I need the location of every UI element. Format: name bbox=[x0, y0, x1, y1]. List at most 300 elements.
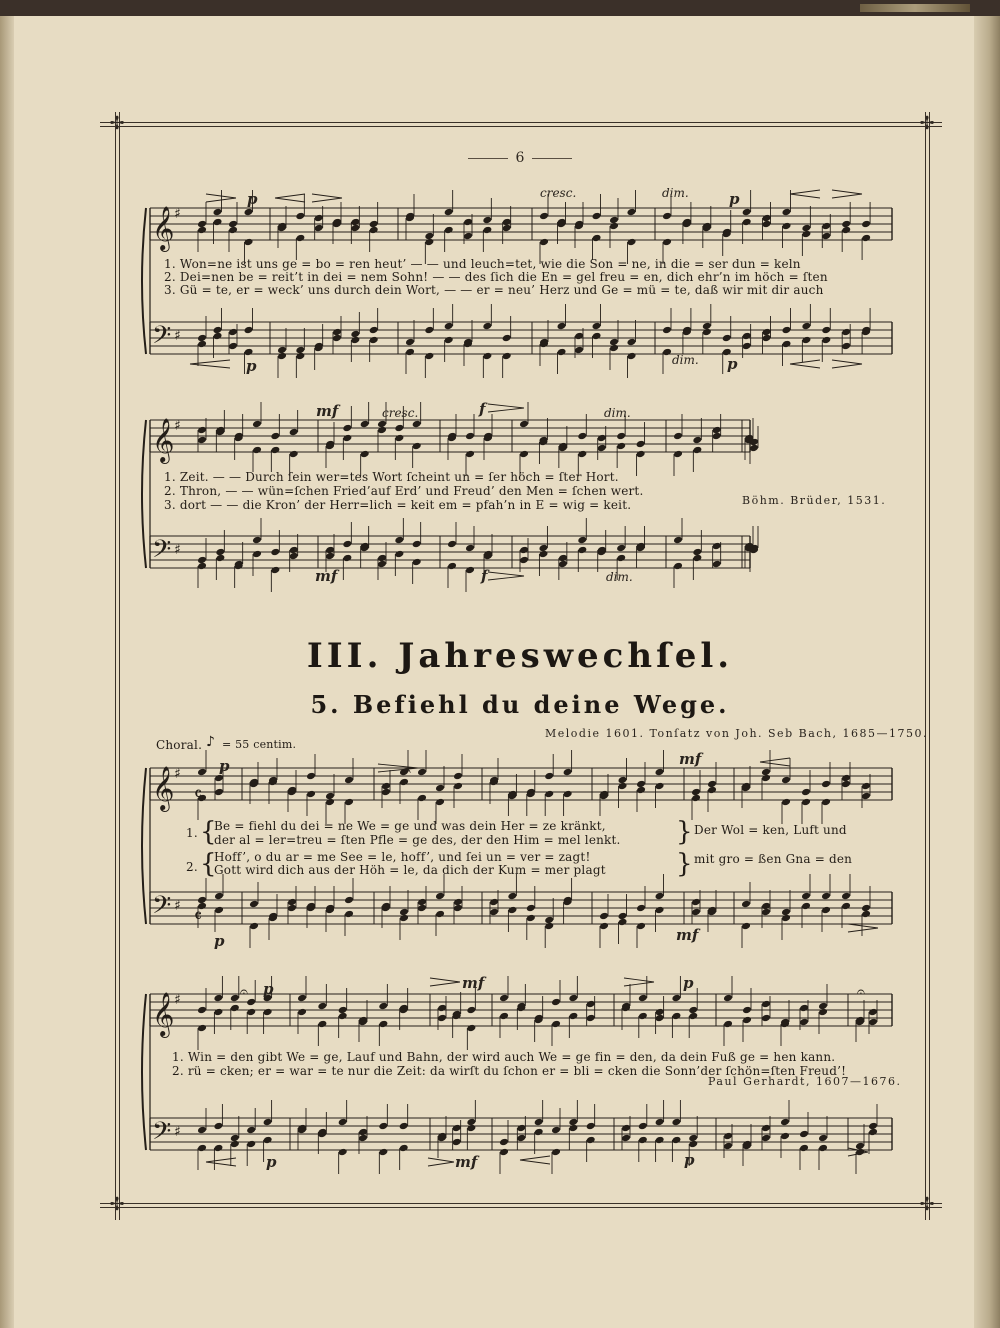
note-head bbox=[463, 218, 473, 227]
note-head bbox=[249, 922, 259, 931]
note-head bbox=[868, 1018, 878, 1027]
note-head bbox=[688, 1140, 698, 1149]
note-head bbox=[868, 1008, 878, 1017]
sharp-icon: ♯ bbox=[174, 1124, 181, 1140]
decrescendo-hairpin bbox=[488, 404, 524, 412]
note-head bbox=[435, 798, 445, 807]
sharp-icon: ♯ bbox=[174, 542, 181, 558]
note-head bbox=[551, 1020, 561, 1029]
note-head bbox=[673, 536, 683, 545]
note-head bbox=[577, 432, 587, 441]
note-head bbox=[342, 434, 352, 443]
dynamic-p: p bbox=[219, 757, 230, 775]
common-time-icon: 𝄴 bbox=[194, 784, 203, 805]
note-head bbox=[618, 782, 628, 791]
note-head bbox=[557, 322, 567, 331]
note-head bbox=[821, 892, 831, 901]
note-head bbox=[482, 226, 492, 235]
note-head bbox=[213, 208, 223, 217]
note-head bbox=[230, 1140, 240, 1149]
note-head bbox=[821, 798, 831, 807]
note-head bbox=[453, 898, 463, 907]
note-head bbox=[317, 1020, 327, 1029]
crescendo-hairpin bbox=[790, 190, 820, 198]
note-head bbox=[592, 212, 602, 221]
note-head bbox=[342, 540, 352, 549]
note-head bbox=[577, 450, 587, 459]
corner-ornament-icon: ✢ bbox=[919, 1194, 935, 1215]
dynamic-p: p bbox=[263, 980, 274, 998]
note-head bbox=[230, 994, 240, 1003]
note-head bbox=[586, 1136, 596, 1145]
decrescendo-hairpin bbox=[312, 194, 342, 202]
note-head bbox=[289, 428, 299, 437]
note-head bbox=[197, 1126, 207, 1135]
note-head bbox=[597, 434, 607, 443]
decrescendo-hairpin bbox=[488, 572, 524, 580]
note-head bbox=[692, 436, 702, 445]
note-head bbox=[673, 562, 683, 571]
note-head bbox=[655, 1136, 665, 1145]
section-title: III. Jahreswechſel. bbox=[306, 636, 734, 676]
note-head bbox=[344, 776, 354, 785]
note-head bbox=[655, 906, 665, 915]
note-head bbox=[671, 1136, 681, 1145]
note-head bbox=[447, 540, 457, 549]
treble-clef-icon: 𝄞 bbox=[152, 206, 175, 250]
note-head bbox=[741, 922, 751, 931]
note-head bbox=[444, 226, 454, 235]
note-head bbox=[502, 218, 512, 227]
note-head bbox=[801, 322, 811, 331]
note-head bbox=[662, 348, 672, 357]
page-number-text: 6 bbox=[515, 150, 525, 166]
note-head bbox=[213, 1144, 223, 1153]
note-head bbox=[325, 546, 335, 555]
note-head bbox=[568, 1012, 578, 1021]
note-head bbox=[592, 322, 602, 331]
note-head bbox=[568, 1124, 578, 1133]
note-head bbox=[801, 902, 811, 911]
note-head bbox=[801, 788, 811, 797]
note-head bbox=[761, 774, 771, 783]
note-head bbox=[197, 1144, 207, 1153]
crescendo-hairpin bbox=[790, 360, 820, 368]
dynamic-p: p bbox=[266, 1153, 277, 1171]
note-head bbox=[338, 1012, 348, 1021]
melody-credit: Melodie 1601. Tonſatz von Joh. Seb Bach, 1685—1750. bbox=[545, 727, 928, 740]
note-head bbox=[780, 1132, 790, 1141]
tempo-value: = 55 centim. bbox=[222, 738, 297, 751]
crescendo-hairpin bbox=[275, 194, 305, 202]
note-head bbox=[444, 208, 454, 217]
note-head bbox=[499, 1138, 509, 1147]
note-head bbox=[781, 798, 791, 807]
note-head bbox=[597, 444, 607, 453]
note-head bbox=[482, 322, 492, 331]
note-head bbox=[519, 420, 529, 429]
note-head bbox=[702, 328, 712, 337]
note-head bbox=[252, 550, 262, 559]
lyric-line: 2. rü = cken; er = war = te nur die Zeit: da wirſt du ſchon er = bli = cken die Sonn’der ſchön=ſten Freud’! bbox=[172, 1064, 847, 1078]
dynamic-mf: mf bbox=[462, 974, 485, 992]
note-head bbox=[662, 238, 672, 247]
note-head bbox=[761, 902, 771, 911]
note-head bbox=[861, 234, 871, 243]
note-head bbox=[499, 1148, 509, 1157]
note-head bbox=[691, 794, 701, 803]
note-head bbox=[762, 214, 772, 223]
note-head bbox=[263, 1118, 273, 1127]
note-head bbox=[599, 922, 609, 931]
note-head bbox=[662, 326, 672, 335]
note-head bbox=[841, 902, 851, 911]
note-head bbox=[453, 772, 463, 781]
sharp-icon: ♯ bbox=[174, 418, 181, 434]
note-head bbox=[306, 772, 316, 781]
note-head bbox=[741, 900, 751, 909]
note-head bbox=[197, 340, 207, 349]
brace-icon: } bbox=[676, 849, 693, 879]
brace-icon: } bbox=[676, 817, 693, 847]
note-head bbox=[424, 238, 434, 247]
note-head bbox=[592, 332, 602, 341]
dynamic-p: p bbox=[683, 974, 694, 992]
treble-clef-icon: 𝄞 bbox=[152, 766, 175, 810]
note-head bbox=[213, 332, 223, 341]
note-head bbox=[249, 900, 259, 909]
decrescendo-hairpin bbox=[848, 924, 878, 932]
note-head bbox=[692, 554, 702, 563]
note-head bbox=[616, 442, 626, 451]
note-head bbox=[841, 226, 851, 235]
note-head bbox=[405, 338, 415, 347]
note-head bbox=[841, 328, 851, 337]
bass-clef-icon: 𝄢 bbox=[152, 1117, 172, 1152]
note-head bbox=[482, 216, 492, 225]
note-head bbox=[544, 922, 554, 931]
note-head bbox=[526, 904, 536, 913]
note-head bbox=[437, 1004, 447, 1013]
note-head bbox=[246, 1008, 256, 1017]
note-head bbox=[557, 348, 567, 357]
note-head bbox=[781, 340, 791, 349]
note-head bbox=[466, 1124, 476, 1133]
note-head bbox=[712, 426, 722, 435]
note-head bbox=[453, 782, 463, 791]
note-head bbox=[412, 540, 422, 549]
note-head bbox=[377, 554, 387, 563]
note-head bbox=[868, 1128, 878, 1137]
note-head bbox=[381, 782, 391, 791]
note-head bbox=[609, 344, 619, 353]
note-head bbox=[394, 550, 404, 559]
note-head bbox=[722, 334, 732, 343]
note-head bbox=[618, 918, 628, 927]
note-head bbox=[332, 328, 342, 337]
note-head bbox=[350, 218, 360, 227]
cresc-marking: cresc. bbox=[540, 186, 577, 200]
note-head bbox=[466, 1024, 476, 1033]
dynamic-p: p bbox=[729, 190, 740, 208]
note-head bbox=[538, 550, 548, 559]
note-head bbox=[325, 798, 335, 807]
note-head bbox=[742, 332, 752, 341]
note-head bbox=[437, 1014, 447, 1023]
note-head bbox=[252, 536, 262, 545]
note-head bbox=[263, 1008, 273, 1017]
note-head bbox=[489, 908, 499, 917]
note-head bbox=[465, 432, 475, 441]
note-head bbox=[246, 1140, 256, 1149]
note-head bbox=[688, 1012, 698, 1021]
tempo-note-icon: ♪ bbox=[206, 734, 216, 750]
note-head bbox=[270, 566, 280, 575]
decrescendo-hairpin bbox=[428, 1158, 454, 1166]
fermata-icon: 𝄐 bbox=[240, 984, 248, 1000]
note-head bbox=[671, 994, 681, 1003]
note-head bbox=[463, 232, 473, 241]
sharp-icon: ♯ bbox=[174, 992, 181, 1008]
note-head bbox=[482, 352, 492, 361]
note-head bbox=[821, 232, 831, 241]
note-head bbox=[424, 352, 434, 361]
note-head bbox=[723, 1132, 733, 1141]
dim-marking: dim. bbox=[604, 406, 631, 420]
brace-icon: { bbox=[200, 849, 217, 879]
dynamic-mf: mf bbox=[455, 1153, 478, 1171]
note-head bbox=[801, 230, 811, 239]
note-head bbox=[539, 212, 549, 221]
note-head bbox=[360, 450, 370, 459]
note-head bbox=[855, 1148, 865, 1157]
lyric-line: 1. Win = den gibt We = ge, Lauf und Bahn, der wird auch We = ge fin = den, da dein Fuß ge = hen kann. bbox=[172, 1050, 836, 1064]
verse-number: 1. bbox=[186, 826, 198, 840]
note-head bbox=[662, 212, 672, 221]
note-head bbox=[799, 1144, 809, 1153]
crescendo-hairpin bbox=[520, 1156, 550, 1164]
note-head bbox=[586, 1000, 596, 1009]
note-head bbox=[534, 1128, 544, 1137]
note-head bbox=[412, 558, 422, 567]
note-head bbox=[616, 544, 626, 553]
note-head bbox=[444, 322, 454, 331]
system-brace-icon bbox=[142, 208, 146, 354]
note-head bbox=[297, 1008, 307, 1017]
note-head bbox=[244, 348, 254, 357]
note-head bbox=[342, 554, 352, 563]
note-head bbox=[742, 208, 752, 217]
treble-clef-icon: 𝄞 bbox=[152, 992, 175, 1036]
note-head bbox=[499, 994, 509, 1003]
note-head bbox=[213, 1122, 223, 1131]
note-head bbox=[369, 226, 379, 235]
note-head bbox=[360, 420, 370, 429]
note-head bbox=[673, 432, 683, 441]
note-head bbox=[399, 1144, 409, 1153]
note-head bbox=[263, 1136, 273, 1145]
note-head bbox=[781, 208, 791, 217]
note-head bbox=[230, 1004, 240, 1013]
note-head bbox=[723, 1142, 733, 1151]
note-head bbox=[599, 912, 609, 921]
note-head bbox=[314, 224, 324, 233]
note-head bbox=[342, 424, 352, 433]
lyric-line: 2. Dei=nen be = reit’t in dei = nem Sohn! — — des ſich die En = gel freu = en, dich ehr’n im höch = ſten bbox=[164, 270, 828, 284]
note-head bbox=[609, 222, 619, 231]
note-head bbox=[636, 904, 646, 913]
note-head bbox=[516, 1124, 526, 1133]
note-head bbox=[295, 352, 305, 361]
note-head bbox=[507, 892, 517, 901]
note-head bbox=[841, 892, 851, 901]
note-head bbox=[780, 1118, 790, 1127]
note-head bbox=[801, 798, 811, 807]
note-head bbox=[447, 562, 457, 571]
note-head bbox=[197, 1024, 207, 1033]
dim-marking: dim. bbox=[606, 570, 633, 584]
crescendo-hairpin bbox=[760, 758, 790, 766]
note-head bbox=[551, 1126, 561, 1135]
note-head bbox=[344, 910, 354, 919]
note-head bbox=[616, 554, 626, 563]
note-head bbox=[244, 326, 254, 335]
decrescendo-hairpin bbox=[206, 194, 236, 202]
note-head bbox=[502, 352, 512, 361]
note-head bbox=[394, 424, 404, 433]
note-head bbox=[214, 906, 224, 915]
note-head bbox=[417, 794, 427, 803]
verse-number: 2. bbox=[186, 860, 198, 874]
note-head bbox=[761, 1134, 771, 1143]
note-head bbox=[526, 914, 536, 923]
note-head bbox=[638, 1122, 648, 1131]
note-head bbox=[228, 328, 238, 337]
note-head bbox=[742, 1016, 752, 1025]
note-head bbox=[616, 432, 626, 441]
note-head bbox=[499, 1012, 509, 1021]
decrescendo-hairpin bbox=[832, 190, 862, 198]
note-head bbox=[344, 798, 354, 807]
sharp-icon: ♯ bbox=[174, 898, 181, 914]
note-head bbox=[821, 336, 831, 345]
system-brace-icon bbox=[142, 994, 146, 1150]
lyric-line: Gott wird dich aus der Höh = le, da dich der Kum = mer plagt bbox=[214, 863, 606, 877]
note-head bbox=[574, 346, 584, 355]
note-head bbox=[627, 238, 637, 247]
note-head bbox=[671, 1012, 681, 1021]
lyric-line: 3. dort — — die Kron’ der Herr=lich = keit em = pfah’n in E = wig = keit. bbox=[164, 498, 632, 512]
dim-marking: dim. bbox=[662, 186, 689, 200]
tempo-label: Choral. bbox=[156, 738, 203, 752]
note-head bbox=[295, 212, 305, 221]
note-head bbox=[228, 226, 238, 235]
dim-marking: dim. bbox=[672, 353, 699, 367]
note-head bbox=[544, 790, 554, 799]
dynamic-p: p bbox=[684, 1151, 695, 1169]
note-head bbox=[317, 1002, 327, 1011]
note-head bbox=[781, 914, 791, 923]
note-head bbox=[655, 892, 665, 901]
note-head bbox=[197, 436, 207, 445]
note-head bbox=[197, 426, 207, 435]
note-head bbox=[244, 238, 254, 247]
system-brace-icon bbox=[142, 420, 146, 568]
note-head bbox=[516, 1134, 526, 1143]
note-head bbox=[861, 782, 871, 791]
lyric-line: 2. Thron, — — wün=ſchen Fried’auf Erd’ und Freud’ den Men = ſchen wert. bbox=[164, 484, 644, 498]
note-head bbox=[821, 222, 831, 231]
note-head bbox=[627, 352, 637, 361]
note-head bbox=[655, 1118, 665, 1127]
note-head bbox=[213, 1008, 223, 1017]
note-head bbox=[252, 446, 262, 455]
note-head bbox=[799, 1130, 809, 1139]
fermata-icon: 𝄐 bbox=[402, 761, 411, 780]
note-head bbox=[801, 336, 811, 345]
note-head bbox=[358, 1128, 368, 1137]
note-head bbox=[539, 238, 549, 247]
lyric-line: Der Wol = ken, Luft und bbox=[694, 823, 847, 837]
note-head bbox=[289, 546, 299, 555]
note-head bbox=[507, 906, 517, 915]
note-head bbox=[338, 1118, 348, 1127]
note-head bbox=[563, 790, 573, 799]
note-head bbox=[861, 792, 871, 801]
note-head bbox=[563, 768, 573, 777]
decrescendo-hairpin bbox=[832, 360, 862, 368]
note-head bbox=[197, 226, 207, 235]
note-head bbox=[350, 336, 360, 345]
note-head bbox=[394, 434, 404, 443]
note-head bbox=[213, 994, 223, 1003]
note-head bbox=[762, 328, 772, 337]
note-head bbox=[369, 336, 379, 345]
note-head bbox=[534, 1118, 544, 1127]
note-head bbox=[781, 776, 791, 785]
note-head bbox=[799, 1004, 809, 1013]
note-head bbox=[636, 786, 646, 795]
note-head bbox=[399, 1122, 409, 1131]
note-head bbox=[424, 326, 434, 335]
note-head bbox=[761, 1124, 771, 1133]
sharp-icon: ♯ bbox=[174, 206, 181, 222]
decrescendo-hairpin bbox=[430, 978, 460, 986]
note-head bbox=[861, 910, 871, 919]
note-head bbox=[314, 214, 324, 223]
note-head bbox=[197, 1006, 207, 1015]
note-head bbox=[394, 536, 404, 545]
note-head bbox=[378, 1148, 388, 1157]
note-head bbox=[287, 898, 297, 907]
note-head bbox=[405, 348, 415, 357]
note-head bbox=[399, 914, 409, 923]
note-head bbox=[586, 1122, 596, 1131]
note-head bbox=[551, 998, 561, 1007]
note-head bbox=[577, 546, 587, 555]
note-head bbox=[723, 994, 733, 1003]
note-head bbox=[465, 544, 475, 553]
system-brace-icon bbox=[142, 768, 146, 924]
sharp-icon: ♯ bbox=[174, 328, 181, 344]
bass-clef-icon: 𝄢 bbox=[152, 535, 172, 570]
note-head bbox=[742, 342, 752, 351]
note-head bbox=[435, 892, 445, 901]
note-head bbox=[621, 1124, 631, 1133]
note-head bbox=[621, 1134, 631, 1143]
composer-credit: Böhm. Brüder, 1531. bbox=[742, 494, 887, 507]
note-head bbox=[519, 450, 529, 459]
